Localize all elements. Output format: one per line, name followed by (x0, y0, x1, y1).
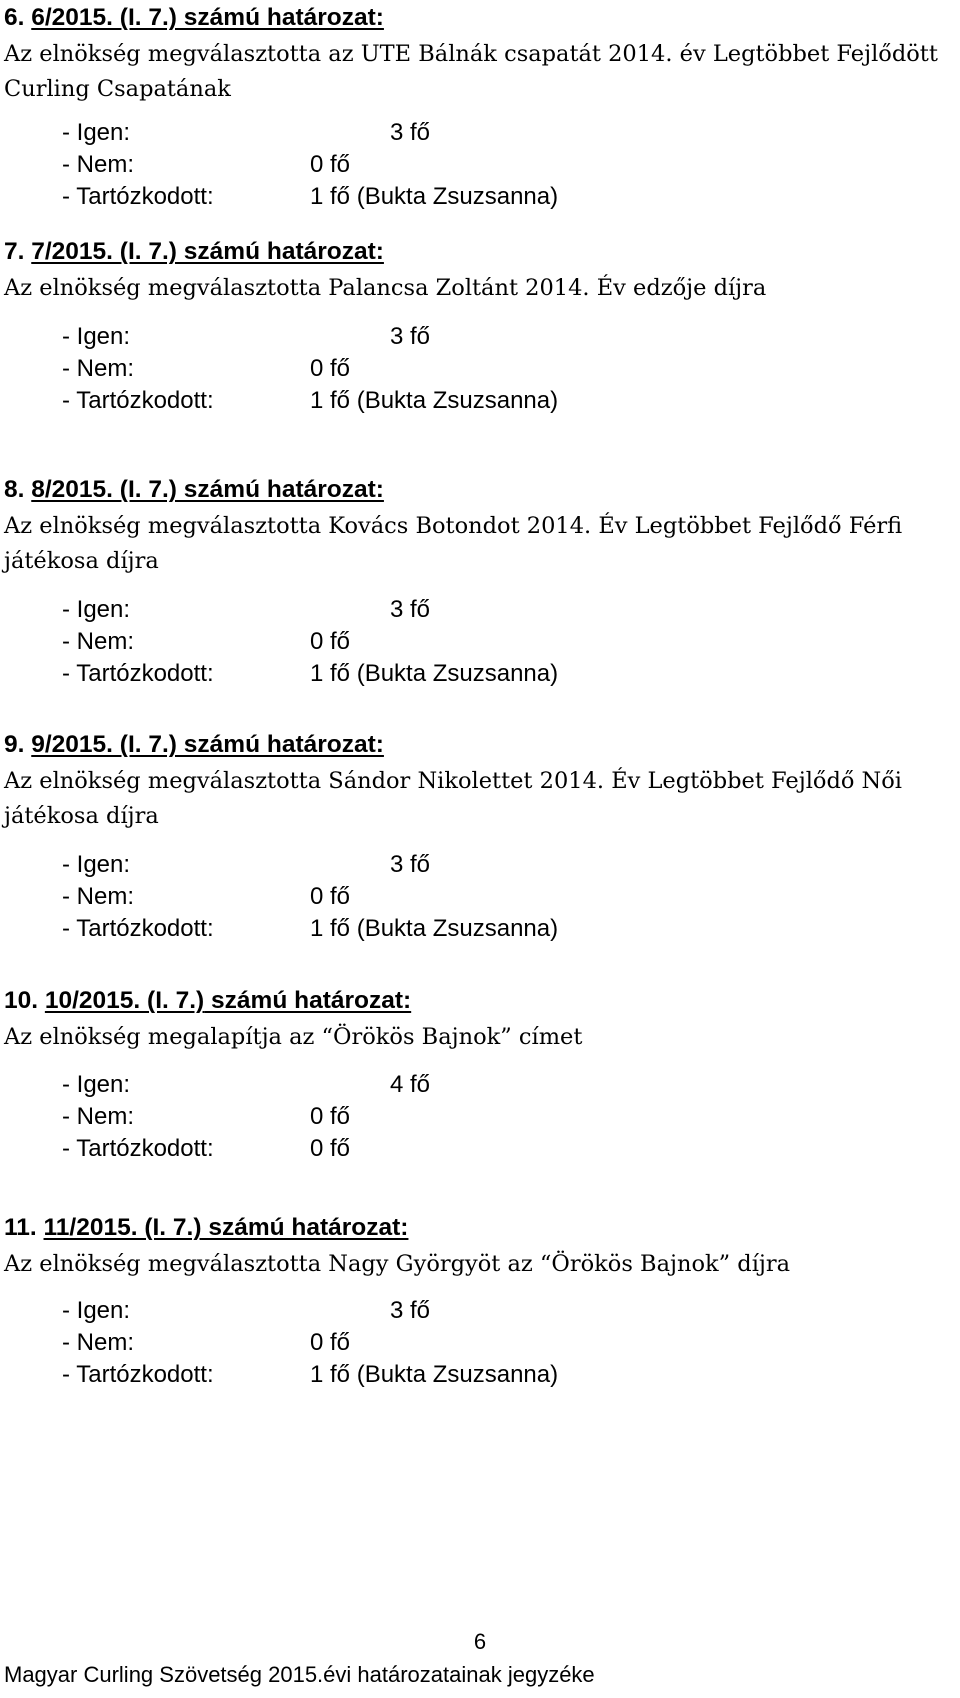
vote-label: - Tartózkodott: (62, 183, 214, 210)
resolution-id: 6/2015. (I. 7.) (31, 4, 177, 31)
vote-value: 0 fő (310, 628, 351, 655)
vote-value: 3 fő (390, 323, 431, 350)
resolution-id: 7/2015. (I. 7.) (31, 238, 177, 265)
vote-value: 1 fő (Bukta Zsuzsanna) (310, 660, 559, 687)
vote-value: 3 fő (390, 851, 431, 878)
resolution-number: 8. (4, 476, 32, 503)
vote-value: 3 fő (390, 596, 431, 623)
vote-label: - Nem: (62, 883, 134, 910)
vote-value: 0 fő (310, 1329, 351, 1356)
resolution-heading (4, 2, 384, 34)
vote-value: 0 fő (310, 883, 351, 910)
page-number: 6 (473, 1629, 487, 1654)
vote-label: - Tartózkodott: (62, 387, 214, 414)
resolution-number: 10. (4, 987, 45, 1014)
vote-value: 3 fő (390, 119, 431, 146)
vote-label: - Igen: (62, 1297, 131, 1324)
resolution-description: Az elnökség megválasztotta Kovács Botondot 2014. Év Legtöbbet Fejlődő Férfi játékosa díjra (4, 513, 903, 574)
vote-value: 0 fő (310, 151, 351, 178)
resolution-suffix: számú határozat: (204, 987, 412, 1014)
resolution-number: 6. (4, 4, 32, 31)
resolution-heading (4, 729, 384, 761)
vote-value: 0 fő (310, 1135, 351, 1162)
vote-label: - Tartózkodott: (62, 1135, 214, 1162)
vote-label: - Tartózkodott: (62, 1361, 214, 1388)
vote-label: - Nem: (62, 355, 134, 382)
resolution-number: 9. (4, 731, 32, 758)
resolution-suffix: számú határozat: (176, 238, 384, 265)
vote-label: - Igen: (62, 119, 131, 146)
vote-label: - Igen: (62, 1071, 131, 1098)
vote-label: - Tartózkodott: (62, 915, 214, 942)
resolution-heading (4, 474, 384, 506)
vote-value: 1 fő (Bukta Zsuzsanna) (310, 183, 559, 210)
vote-value: 0 fő (310, 355, 351, 382)
page-footer: Magyar Curling Szövetség 2015.évi határozatainak jegyzéke (4, 1662, 595, 1687)
resolution-id: 8/2015. (I. 7.) (31, 476, 177, 503)
resolution-heading (4, 985, 411, 1017)
vote-label: - Nem: (62, 1329, 134, 1356)
resolution-description: Az elnökség megválasztotta Palancsa Zoltánt 2014. Év edzője díjra (4, 275, 767, 301)
resolution-id: 10/2015. (I. 7.) (44, 987, 205, 1014)
resolution-number: 7. (4, 238, 32, 265)
vote-value: 1 fő (Bukta Zsuzsanna) (310, 915, 559, 942)
vote-label: - Nem: (62, 628, 134, 655)
resolution-suffix: számú határozat: (176, 476, 384, 503)
resolution-heading (4, 236, 384, 268)
resolution-number: 11. (4, 1214, 44, 1241)
resolution-suffix: számú határozat: (201, 1214, 409, 1241)
vote-value: 4 fő (390, 1071, 431, 1098)
vote-value: 3 fő (390, 1297, 431, 1324)
vote-value: 1 fő (Bukta Zsuzsanna) (310, 1361, 559, 1388)
vote-label: - Nem: (62, 1103, 134, 1130)
vote-label: - Igen: (62, 851, 131, 878)
vote-label: - Igen: (62, 596, 131, 623)
resolution-description: Az elnökség megválasztotta Sándor Nikolettet 2014. Év Legtöbbet Fejlődő Női játékosa díjra (4, 768, 902, 829)
resolution-id: 9/2015. (I. 7.) (31, 731, 177, 758)
resolution-description: Az elnökség megalapítja az “Örökös Bajnok” címet (4, 1024, 583, 1050)
resolution-description: Az elnökség megválasztotta az UTE Bálnák csapatát 2014. év Legtöbbet Fejlődött Curling Csapatának (4, 41, 938, 102)
resolution-description: Az elnökség megválasztotta Nagy Györgyöt az “Örökös Bajnok” díjra (4, 1251, 791, 1277)
vote-label: - Igen: (62, 323, 131, 350)
resolution-suffix: számú határozat: (176, 4, 384, 31)
resolution-suffix: számú határozat: (176, 731, 384, 758)
resolution-id: 11/2015. (I. 7.) (43, 1214, 202, 1241)
resolution-heading (4, 1212, 408, 1244)
vote-label: - Tartózkodott: (62, 660, 214, 687)
vote-label: - Nem: (62, 151, 134, 178)
vote-value: 1 fő (Bukta Zsuzsanna) (310, 387, 559, 414)
vote-value: 0 fő (310, 1103, 351, 1130)
